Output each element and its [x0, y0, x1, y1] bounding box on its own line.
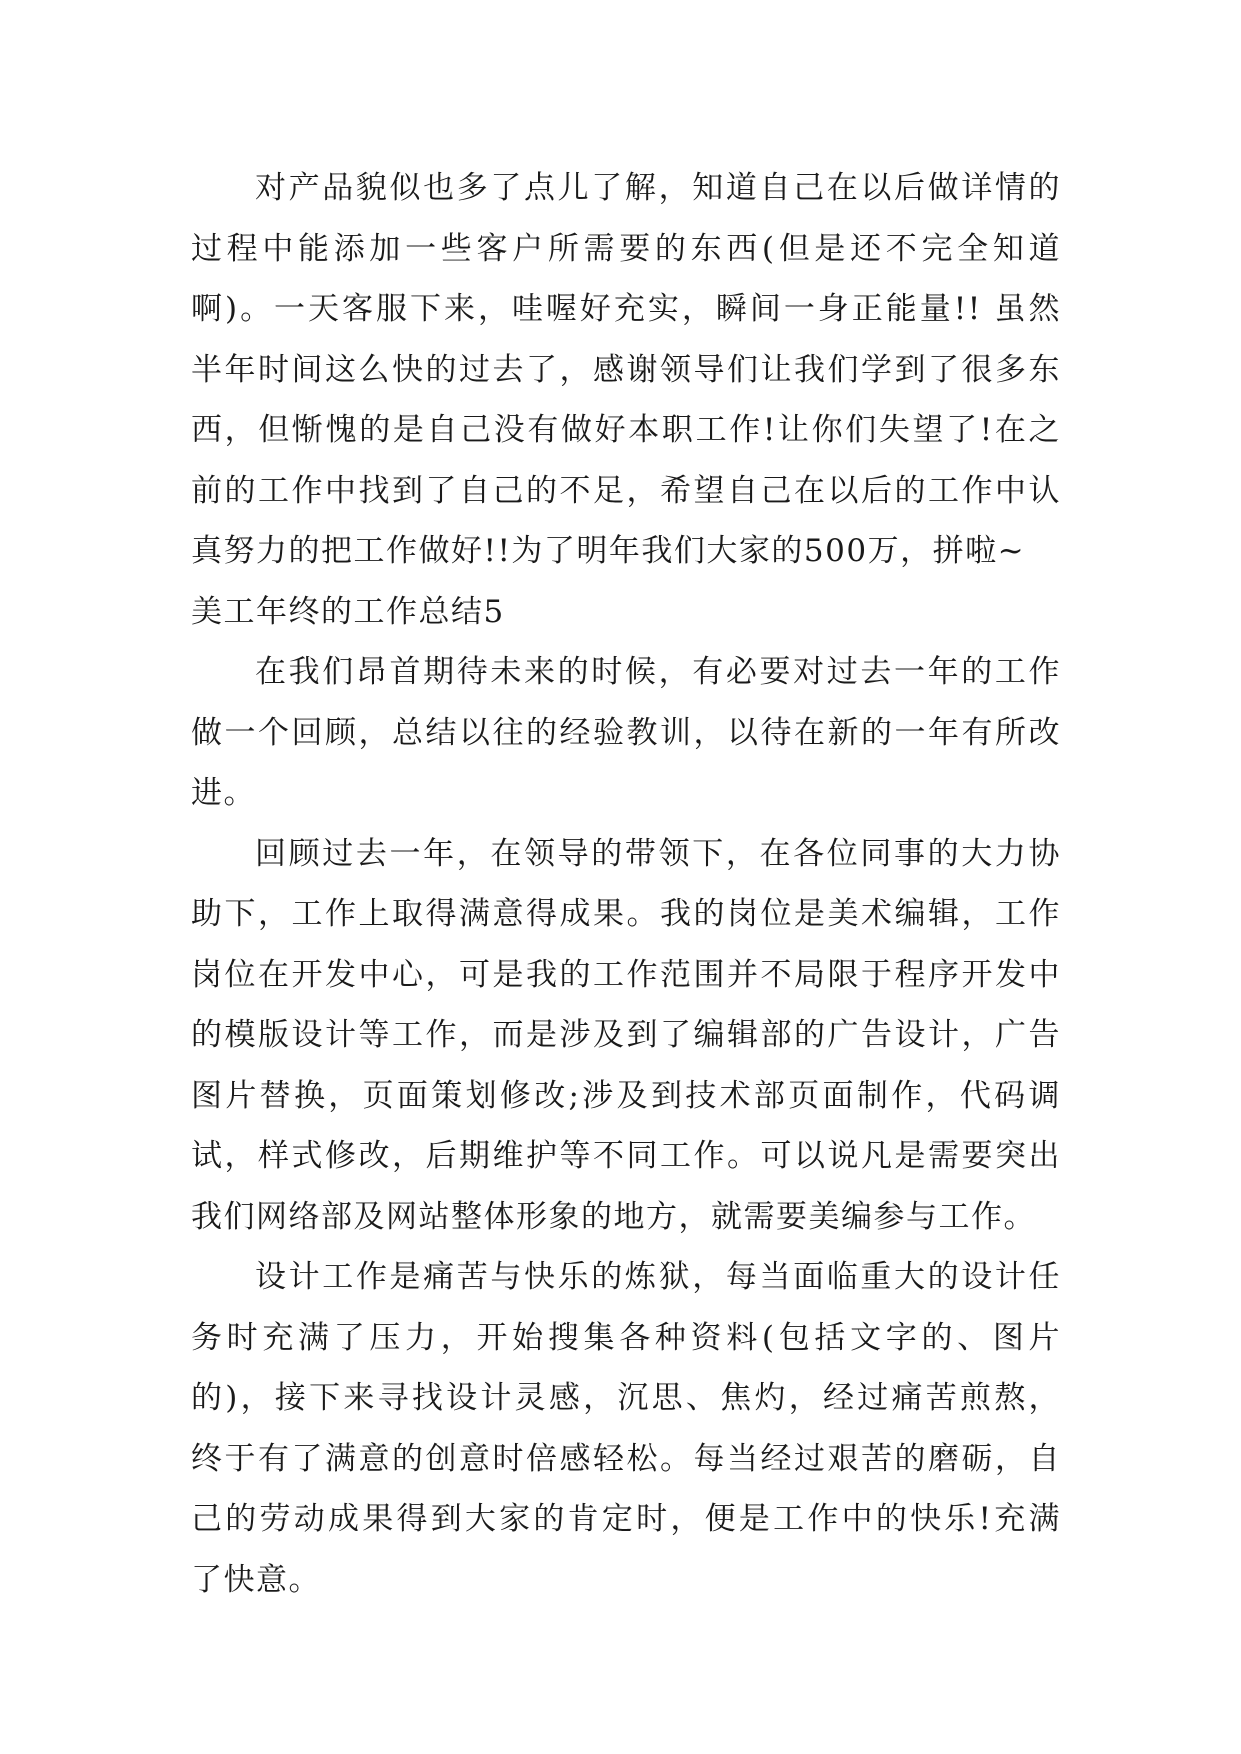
paragraph-line: 了快意。 — [191, 1561, 321, 1598]
paragraph-line: 助下，工作上取得满意得成果。我的岗位是美术编辑，工作 — [191, 896, 1061, 932]
paragraph-line: 图片替换，页面策划修改;涉及到技术部页面制作，代码调 — [191, 1077, 1061, 1114]
paragraph-line: 的模版设计等工作，而是涉及到了编辑部的广告设计，广告 — [191, 1017, 1061, 1053]
paragraph-line: 西，但惭愧的是自己没有做好本职工作!让你们失望了!在之 — [191, 412, 1061, 448]
paragraph-line: 半年时间这么快的过去了，感谢领导们让我们学到了很多东 — [191, 351, 1061, 388]
paragraph-line: 在我们昂首期待未来的时候，有必要对过去一年的工作 — [255, 654, 1061, 690]
paragraph-line: 前的工作中找到了自己的不足，希望自己在以后的工作中认 — [191, 472, 1061, 509]
section-heading: 美工年终的工作总结5 — [191, 593, 505, 630]
paragraph-line: 终于有了满意的创意时倍感轻松。每当经过艰苦的磨砺，自 — [191, 1440, 1061, 1477]
paragraph-line: 岗位在开发中心，可是我的工作范围并不局限于程序开发中 — [191, 956, 1061, 993]
document-body — [191, 158, 1061, 1610]
paragraph-line: 做一个回顾，总结以往的经验教训，以待在新的一年有所改 — [191, 714, 1061, 751]
paragraph-line: 进。 — [191, 775, 256, 811]
paragraph-line: 的)，接下来寻找设计灵感，沉思、焦灼，经过痛苦煎熬， — [191, 1380, 1061, 1416]
paragraph-line: 过程中能添加一些客户所需要的东西(但是还不完全知道 — [191, 230, 1061, 267]
paragraph-line: 设计工作是痛苦与快乐的炼狱，每当面临重大的设计任 — [255, 1259, 1061, 1295]
paragraph-line: 对产品貌似也多了点儿了解，知道自己在以后做详情的 — [255, 170, 1061, 206]
paragraph-line: 己的劳动成果得到大家的肯定时，便是工作中的快乐!充满 — [191, 1501, 1061, 1537]
paragraph-line: 啊)。一天客服下来，哇喔好充实，瞬间一身正能量!! 虽然 — [191, 291, 1061, 327]
paragraph-line: 务时充满了压力，开始搜集各种资料(包括文字的、图片 — [191, 1319, 1061, 1356]
paragraph-line: 我们网络部及网站整体形象的地方，就需要美编参与工作。 — [191, 1198, 1036, 1235]
paragraph-line: 真努力的把工作做好!!为了明年我们大家的500万，拼啦~ — [191, 533, 1026, 569]
paragraph-line: 试，样式修改，后期维护等不同工作。可以说凡是需要突出 — [191, 1138, 1061, 1174]
paragraph-line: 回顾过去一年，在领导的带领下，在各位同事的大力协 — [255, 835, 1061, 872]
